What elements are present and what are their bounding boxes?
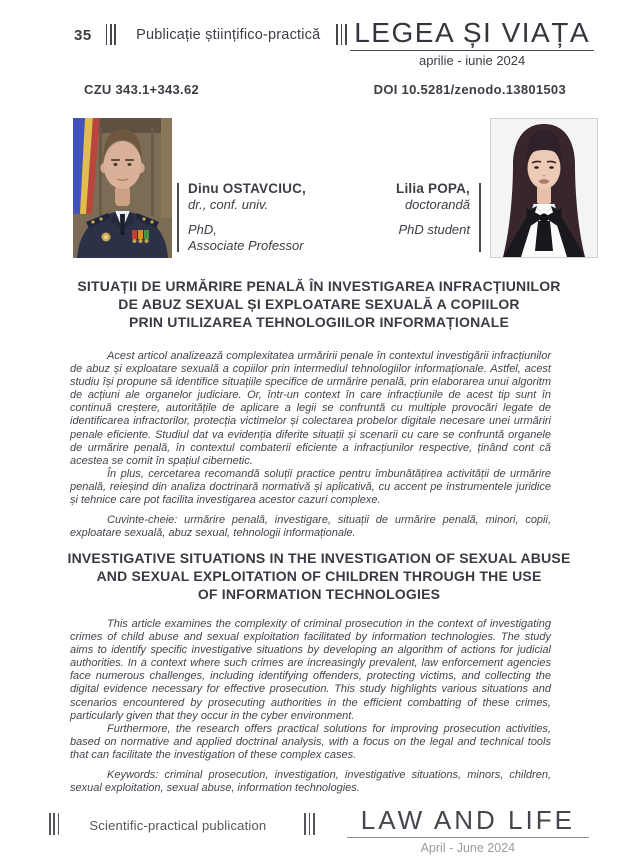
keywords-en: Keywords: criminal prosecution, investigation, investigative situations, minors, children, sexual exploitation, sexual abuse, information technologies. [70,769,551,795]
author-degree-ro: dr., conf. univ. [188,197,269,212]
abstract-ro [70,350,551,540]
title-ro-line-3: PRIN UTILIZAREA TEHNOLOGIILOR INFORMAȚIONALE [128,314,510,330]
page-header [74,18,594,68]
title-en-line-2: AND SEXUAL EXPLOITATION OF CHILDREN THROUGH THE USE [96,568,542,584]
author-degree-en: PhD student [398,222,470,237]
author-name: Dinu OSTAVCIUC, [188,181,306,196]
page-number: 35 [74,27,92,44]
portrait-man-uniform [73,118,172,258]
abstract-en-paragraph-2: Furthermore, the research offers practical solutions for improving prosecution activities, based on normative and applied doctrinal analysis, with a focus on the legal and technical tools that can facilitate the investigation of these complex cases. [70,722,551,761]
author-info-right [320,181,470,238]
triple-bar-separator-icon [49,813,59,835]
author-photo-right [490,118,598,258]
footer-journal-title: LAW AND LIFE [347,806,589,838]
footer-journal-masthead [347,806,589,855]
publication-label: Publicație științifico-practică [136,27,321,43]
doi-code: DOI 10.5281/zenodo.13801503 [373,82,566,97]
author-divider-rule [479,183,481,252]
footer-publication-label: Scientific-practical publication [89,818,267,833]
abstract-en [70,618,551,795]
title-ro-line-1: SITUAȚII DE URMĂRIRE PENALĂ ÎN INVESTIGAREA INFRACȚIUNILOR [77,278,561,294]
triple-bar-separator-icon [304,813,314,835]
header-left-group [74,18,347,45]
abstract-en-paragraph-1: This article examines the complexity of criminal prosecution in the context of investigating crimes of child abuse and sexual exploitation facilitated by information technologies. The study aims to identify specific investigative situations by developing an algorithm of actions for judicial authorities. In a context where such crimes are increasingly prevalent, law enforcement agencies face numerous challenges, including identifying offenders, protecting victims, and collecting the digital evidence necessary for effective prosecution. This study highlights various situations and scenarios encountered by prosecuting authorities in the efficient combatting of these crimes, particularly given that they occur in the cyber environment. [70,618,551,722]
author-name: Lilia POPA, [396,181,470,196]
portrait-woman [491,119,597,257]
title-en-line-3: OF INFORMATION TECHNOLOGIES [197,586,441,602]
abstract-ro-paragraph-2: În plus, cercetarea recomandă soluții practice pentru îmbunătățirea activității de urmărire penală, reieșind din analiza doctrinară normativă și aplicativă, cu accent pe instrumentele juridice și tehnice care pot facilita investigarea acestor cazuri complexe. [70,467,551,507]
abstract-ro-paragraph-1: Acest articol analizează complexitatea urmăririi penale în contextul investigării infracțiunilor de abuz și exploatare sexuală a copiilor prin intermediul tehnologiilor informaționale. Astfel, acest studiu își propune să identifice situațiile specifice de urmărire penală, prin elaborarea unui algoritm de acțiuni ale organelor judiciare. Or, într-un context în care infracțiunile de acest tip sunt în continuă creștere, autoritățile de aplicare a legii se confruntă cu multiple provocări legate de identificarea infractorilor, protecția victimelor și colectarea probelor digitale necesare unei urmăriri penale eficiente. Studiul dat va evidenția diferite situații și scenarii cu care se confruntă organele de urmărire penală, în contextul combaterii eficiente a infracțiunilor respective, ținând cont că acestea se comit în spațiul cibernetic. [70,350,551,467]
title-en-line-1: INVESTIGATIVE SITUATIONS IN THE INVESTIGATION OF SEXUAL ABUSE [67,550,571,566]
page-footer [0,806,638,855]
journal-issue-period: aprilie - iunie 2024 [419,53,526,68]
article-title-en [40,549,598,603]
keywords-ro: Cuvinte-cheie: urmărire penală, investigare, situații de urmărire penală, minori, copii, exploatare sexuală, abuz sexual, tehnologii informaționale. [70,514,551,540]
footer-journal-issue-period: April - June 2024 [420,841,516,855]
author-degree-en: PhD, [188,222,217,237]
triple-bar-separator-icon [106,24,116,45]
journal-masthead [350,18,594,68]
author-divider-rule [177,183,179,252]
author-photo-left [73,118,172,258]
article-title-ro [40,277,598,331]
author-degree-en-2: Associate Professor [188,238,304,253]
czu-code: CZU 343.1+343.62 [84,82,200,97]
article-meta-row [84,82,566,97]
triple-bar-separator-icon [336,24,346,45]
journal-title: LEGEA ȘI VIAȚA [350,18,594,51]
title-ro-line-2: DE ABUZ SEXUAL ȘI EXPLOATARE SEXUALĂ A COPIILOR [118,296,520,312]
author-degree-ro: doctorandă [404,197,470,212]
